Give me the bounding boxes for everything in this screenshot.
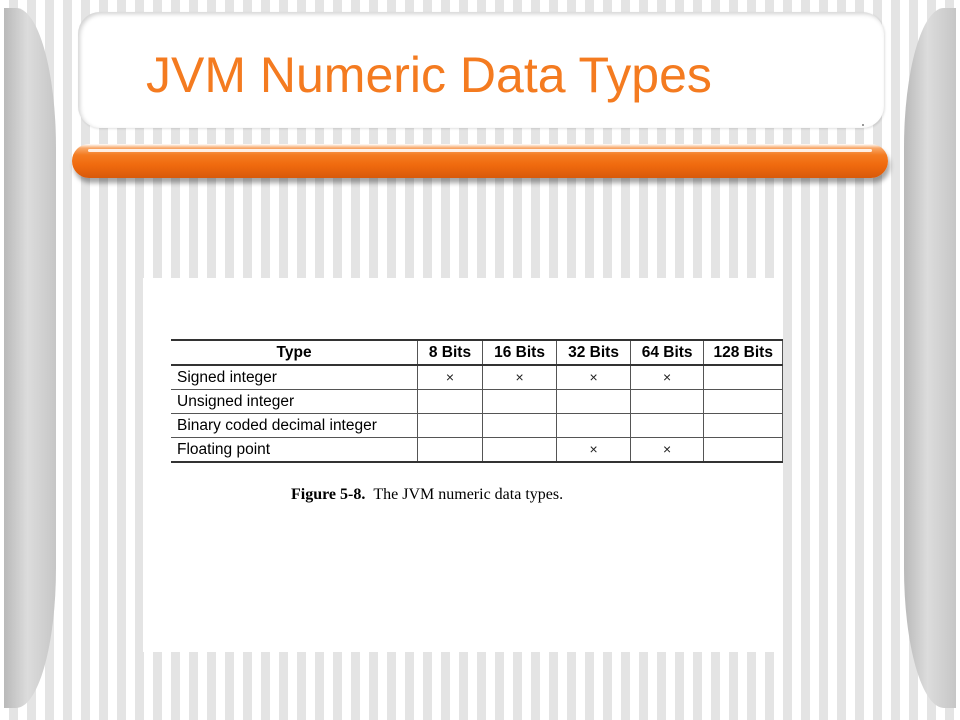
header-8-bits: 8 Bits [418,340,483,365]
header-64-bits: 64 Bits [630,340,704,365]
figure-caption [291,486,563,504]
type-cell: Floating point [171,438,418,463]
mark-cell [418,365,483,390]
type-cell: Unsigned integer [171,390,418,414]
table-header-row [171,340,783,365]
mark-cell [557,390,631,414]
mark-cell [630,390,704,414]
right-decorative-bar [904,8,956,708]
header-32-bits: 32 Bits [557,340,631,365]
accent-bar-highlight [88,149,872,152]
header-16-bits: 16 Bits [482,340,556,365]
mark-cell [557,365,631,390]
mark-cell [482,365,556,390]
mark-cell [630,438,704,463]
mark-cell [704,390,783,414]
mark-cell [418,414,483,438]
cross-mark: × [445,368,455,385]
slide-title: JVM Numeric Data Types [146,47,712,103]
cross-mark: × [515,368,524,385]
title-dot [862,124,864,126]
mark-cell [704,365,783,390]
mark-cell [704,414,783,438]
header-128-bits: 128 Bits [704,340,783,365]
mark-cell [557,414,631,438]
mark-cell [482,414,556,438]
mark-cell [704,438,783,463]
mark-cell [630,365,704,390]
mark-cell [482,390,556,414]
mark-cell [418,438,483,463]
header-type: Type [171,340,418,365]
mark-cell [482,438,556,463]
type-cell: Signed integer [171,365,418,390]
cross-mark: × [589,440,598,457]
table-row [171,438,783,463]
table-row [171,414,783,438]
numeric-types-table [171,339,783,463]
figure-caption-label: Figure 5-8. [291,486,366,503]
mark-cell [630,414,704,438]
cross-mark: × [663,368,672,385]
mark-cell [557,438,631,463]
left-decorative-bar [4,8,56,708]
figure-caption-text: The JVM numeric data types. [373,486,564,503]
type-cell: Binary coded decimal integer [171,414,418,438]
table-row [171,390,783,414]
table-row [171,365,783,390]
cross-mark: × [589,368,598,385]
figure-image [143,278,783,652]
mark-cell [418,390,483,414]
cross-mark: × [663,440,672,457]
